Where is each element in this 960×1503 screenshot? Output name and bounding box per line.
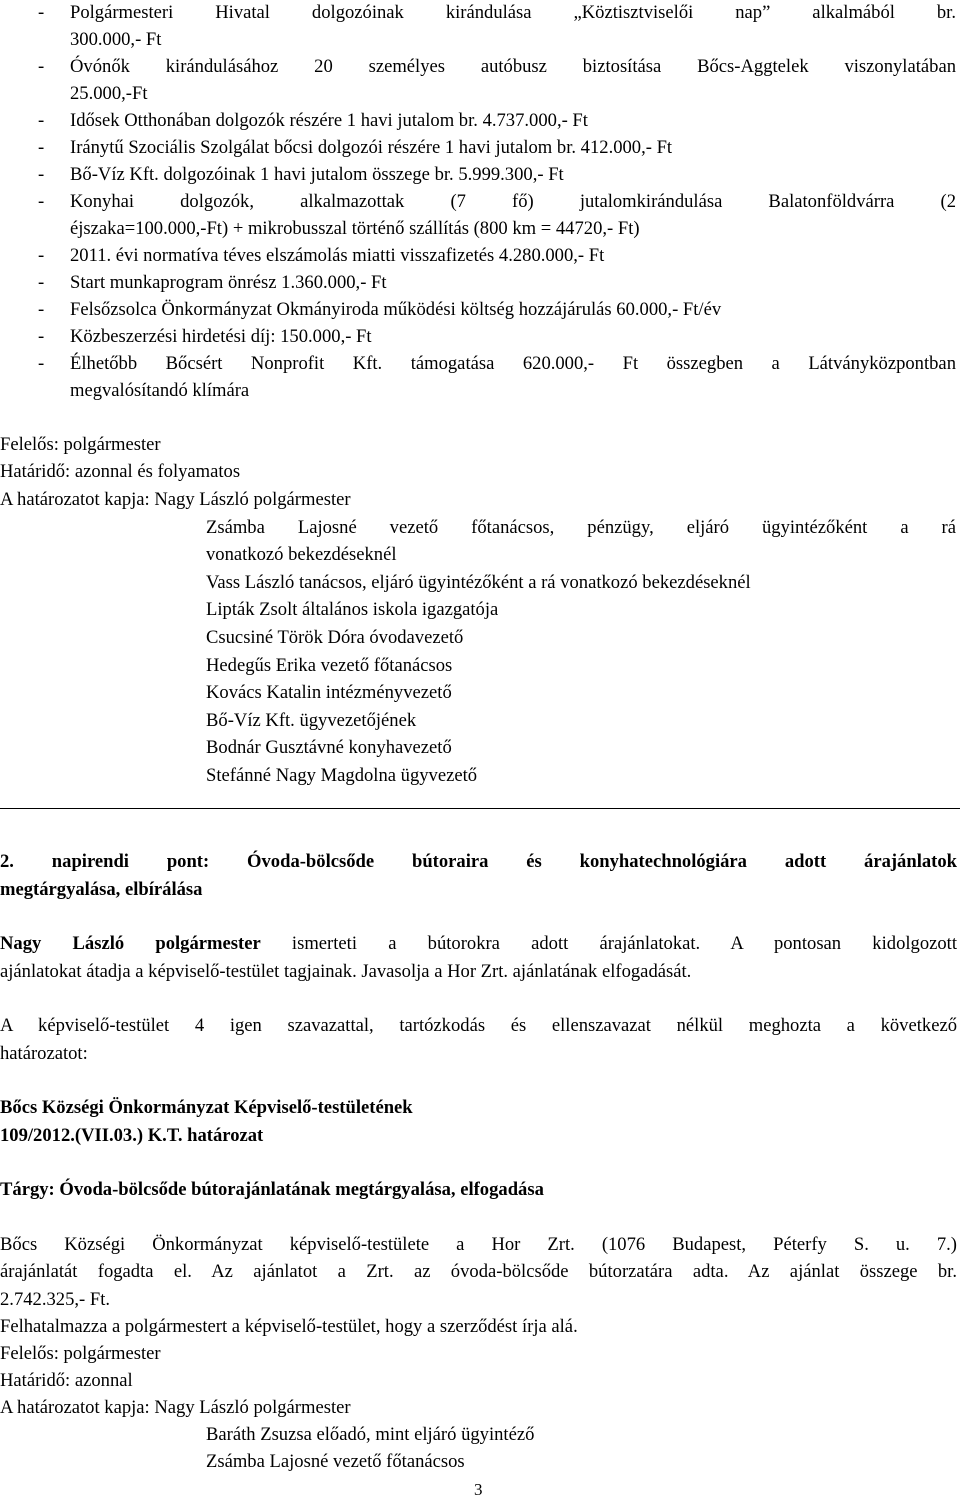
list-item: Közbeszerzési hirdetési díj: 150.000,- Ft (70, 326, 372, 347)
resolution-subject: Tárgy: Óvoda-bölcsőde bútorajánlatának megtárgyalása, elfogadása (0, 1179, 544, 1200)
list-item: Felsőzsolca Önkormányzat Okmányiroda működési költség hozzájárulás 60.000,- Ft/év (70, 299, 722, 320)
list-item: Bő-Víz Kft. dolgozóinak 1 havi jutalom összege br. 5.999.300,- Ft (70, 164, 564, 185)
responsible-line: Felelős: polgármester (0, 434, 161, 455)
recipients-heading: A határozatot kapja: Nagy László polgármester (0, 1397, 351, 1418)
resolution-number: 109/2012.(VII.03.) K.T. határozat (0, 1125, 264, 1146)
list-item-continuation: éjszaka=100.000,-Ft) + mikrobusszal történő szállítás (800 km = 44720,- Ft) (70, 218, 640, 239)
resolution-text-line: árajánlatát fogadta el. Az ajánlatot a Zrt. az óvoda-bölcsőde bútorzatára adta. Az ajánlat összege br. (0, 1261, 957, 1282)
resolution-body: Bőcs Községi Önkormányzat Képviselő-testületének (0, 1097, 413, 1118)
resolution-text-line: Felhatalmazza a polgármestert a képviselő-testület, hogy a szerződést írja alá. (0, 1316, 578, 1337)
recipient-line: Csucsiné Török Dóra óvodavezető (206, 627, 464, 648)
list-item: Konyhai dolgozók, alkalmazottak (7 fő) jutalomkirándulása Balatonföldvárra (2 (70, 191, 956, 212)
list-item: Idősek Otthonában dolgozók részére 1 havi jutalom br. 4.737.000,- Ft (70, 110, 588, 131)
bullet-dash: - (38, 191, 45, 212)
bullet-dash: - (38, 326, 45, 347)
resolution-text-line: 2.742.325,- Ft. (0, 1289, 111, 1310)
list-item: Start munkaprogram önrész 1.360.000,- Ft (70, 272, 387, 293)
agenda-title: 2. napirendi pont: Óvoda-bölcsőde bútoraira és konyhatechnológiára adott árajánlatok (0, 851, 957, 872)
deadline-line: Határidő: azonnal és folyamatos (0, 461, 241, 482)
speech-text: ismerteti a bútorokra adott árajánlatokat. A pontosan kidolgozott (260, 933, 958, 954)
vote-statement-continuation: határozatot: (0, 1043, 88, 1064)
recipient-line: vonatkozó bekezdéseknél (206, 544, 397, 565)
recipient-line: Vass László tanácsos, eljáró ügyintézőként a rá vonatkozó bekezdéseknél (206, 572, 751, 593)
recipient-line: Bő-Víz Kft. ügyvezetőjének (206, 710, 417, 731)
bullet-dash: - (38, 299, 45, 320)
list-item: 2011. évi normatíva téves elszámolás miatti visszafizetés 4.280.000,- Ft (70, 245, 605, 266)
recipient-line: Lipták Zsolt általános iskola igazgatója (206, 599, 499, 620)
list-item-continuation: 25.000,-Ft (70, 83, 148, 104)
list-item-continuation: 300.000,- Ft (70, 29, 162, 50)
agenda-title-continuation: megtárgyalása, elbírálása (0, 879, 203, 900)
bullet-dash: - (38, 164, 45, 185)
recipient-line: Kovács Katalin intézményvezető (206, 682, 452, 703)
list-item: Polgármesteri Hivatal dolgozóinak kirándulása „Köztisztviselői nap” alkalmából br. (70, 2, 956, 23)
bullet-dash: - (38, 110, 45, 131)
bullet-dash: - (38, 245, 45, 266)
speech-paragraph (0, 933, 957, 955)
bullet-dash: - (38, 56, 45, 77)
bullet-dash: - (38, 137, 45, 158)
vote-statement: A képviselő-testület 4 igen szavazattal, tartózkodás és ellenszavazat nélkül meghozta a következő (0, 1015, 957, 1036)
list-item: Élhetőbb Bőcsért Nonprofit Kft. támogatása 620.000,- Ft összegben a Látványközpontban (70, 353, 956, 374)
bullet-dash: - (38, 272, 45, 293)
page-number: 3 (474, 1480, 483, 1499)
speech-text-line: ajánlatokat átadja a képviselő-testület tagjainak. Javasolja a Hor Zrt. ajánlatának elfogadását. (0, 961, 692, 982)
bullet-dash: - (38, 2, 45, 23)
recipient-line: Bodnár Gusztávné konyhavezető (206, 737, 452, 758)
recipient-line: Zsámba Lajosné vezető főtanácsos, pénzügy, eljáró ügyintézőként a rá (206, 517, 956, 538)
recipients-heading: A határozatot kapja: Nagy László polgármester (0, 489, 351, 510)
speaker-name: Nagy László polgármester (0, 933, 261, 954)
list-item-continuation: megvalósítandó klímára (70, 380, 250, 401)
bullet-dash: - (38, 353, 45, 374)
section-divider (0, 808, 960, 809)
resolution-text-line: Bőcs Községi Önkormányzat képviselő-testülete a Hor Zrt. (1076 Budapest, Péterfy S. u. 7.) (0, 1234, 957, 1255)
recipient-line: Baráth Zsuzsa előadó, mint eljáró ügyintéző (206, 1424, 535, 1445)
deadline-line: Határidő: azonnal (0, 1370, 133, 1391)
list-item: Iránytű Szociális Szolgálat bőcsi dolgozói részére 1 havi jutalom br. 412.000,- Ft (70, 137, 673, 158)
recipient-line: Stefánné Nagy Magdolna ügyvezető (206, 765, 478, 786)
recipient-line: Hedegűs Erika vezető főtanácsos (206, 655, 453, 676)
responsible-line: Felelős: polgármester (0, 1343, 161, 1364)
list-item: Óvónők kirándulásához 20 személyes autóbusz biztosítása Bőcs-Aggtelek viszonylatában (70, 56, 956, 77)
recipient-line: Zsámba Lajosné vezető főtanácsos (206, 1451, 465, 1472)
